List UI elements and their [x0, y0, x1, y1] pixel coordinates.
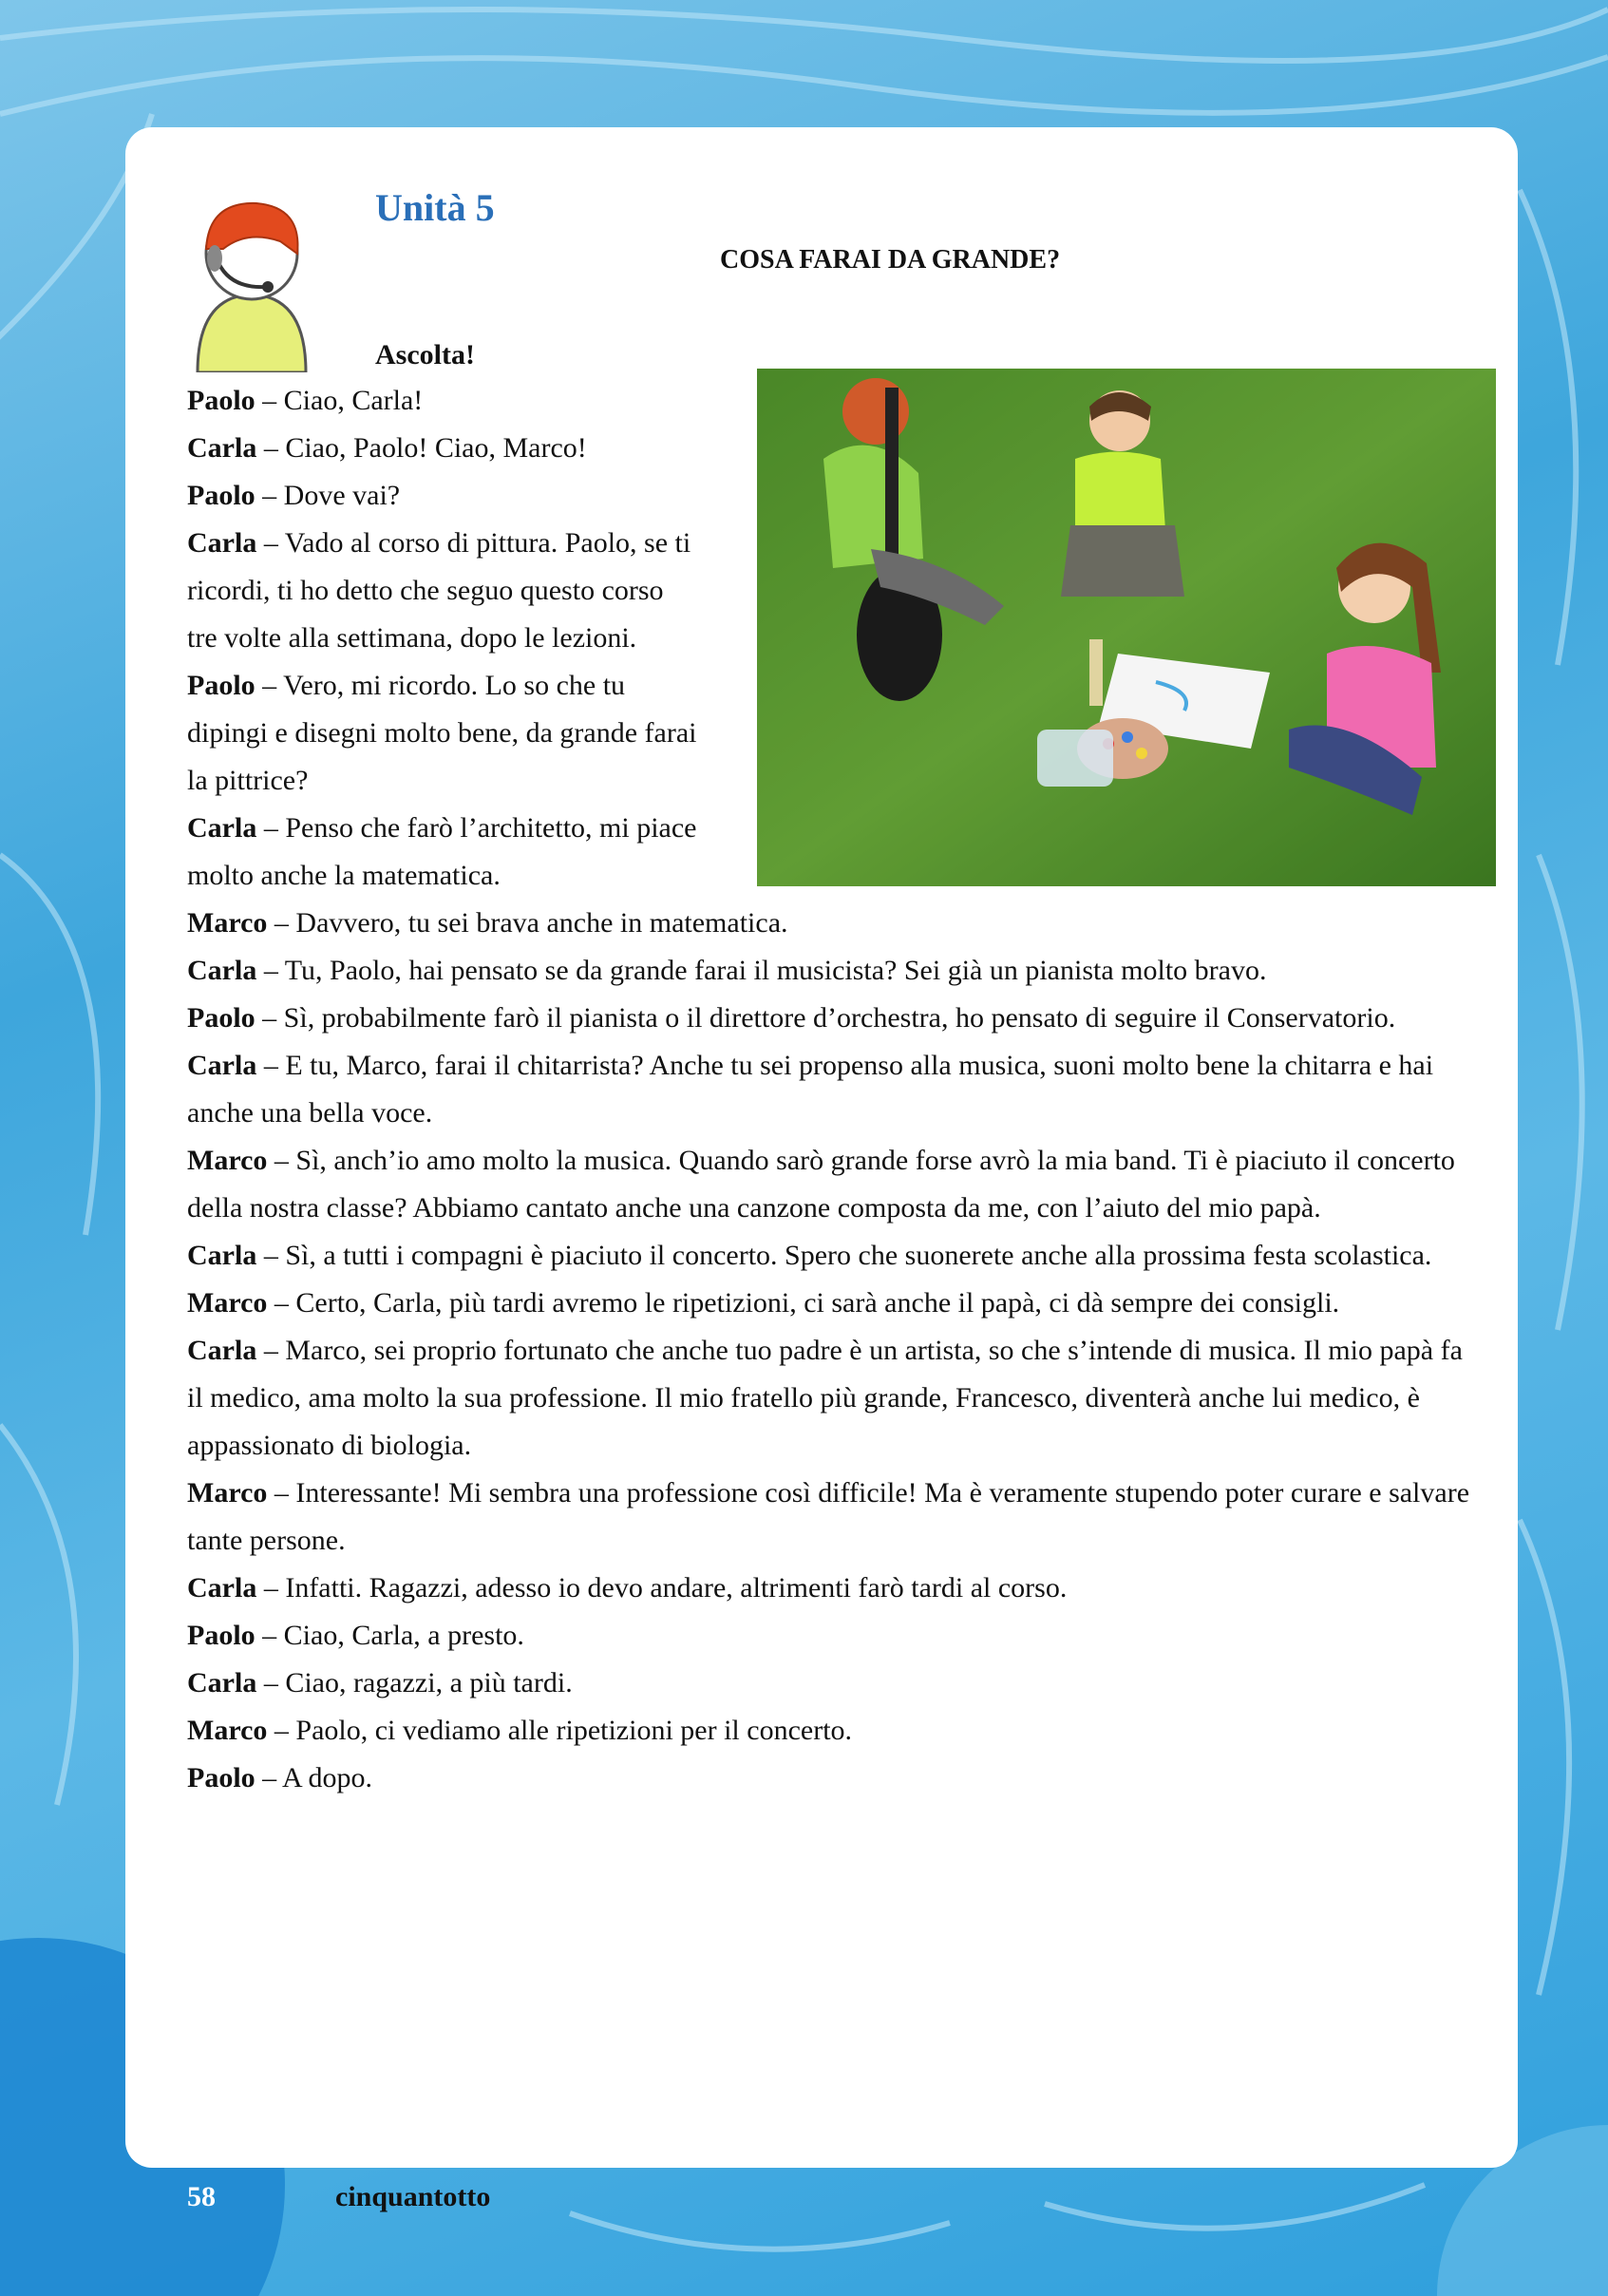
lesson-title: COSA FARAI DA GRANDE? — [720, 245, 1061, 275]
dialogue-line — [187, 995, 1479, 1042]
page-number-word: cinquantotto — [335, 2181, 491, 2212]
dialogue-line — [187, 1565, 1479, 1612]
speaker-name: Paolo — [187, 1620, 255, 1651]
speaker-name: Marco — [187, 1145, 268, 1176]
line-text: – Tu, Paolo, hai pensato se da grande farai il musicista? Sei già un pianista molto bravo. — [256, 955, 1267, 986]
dialogue-line — [187, 1280, 1479, 1327]
dialogue-line — [187, 1232, 1479, 1280]
dialogue-line — [187, 472, 700, 520]
dialogue-line — [187, 1755, 1479, 1802]
dialogue-line — [187, 425, 700, 472]
line-text: – Marco, sei proprio fortunato che anche tuo padre è un artista, so che s’intende di musica. Il mio papà fa il medico, ama molto la sua professione. Il mio fratello più grande, Francesco, diventerà anche lui medico, è appassionato di biologia. — [187, 1335, 1463, 1461]
line-text: – Davvero, tu sei brava anche in matematica. — [267, 907, 788, 939]
dialogue-line — [187, 805, 700, 900]
line-text: – Certo, Carla, più tardi avremo le ripetizioni, ci sarà anche il papà, ci dà sempre dei consigli. — [267, 1287, 1340, 1319]
speaker-name: Carla — [187, 1240, 257, 1271]
speaker-name: Paolo — [187, 1002, 255, 1034]
line-text: – Ciao, Carla! — [255, 385, 424, 416]
speaker-name: Marco — [187, 1287, 268, 1319]
headset-avatar-icon — [190, 182, 313, 372]
line-text: – Sì, anch’io amo molto la musica. Quando sarò grande forse avrò la mia band. Ti è piaciuto il concerto della nostra classe? Abbiamo cantato anche una canzone composta da me, con l’aiuto del mio papà. — [187, 1145, 1455, 1224]
line-text: – Ciao, Paolo! Ciao, Marco! — [256, 432, 587, 464]
speaker-name: Paolo — [187, 1762, 255, 1793]
line-text: – Ciao, Carla, a presto. — [255, 1620, 524, 1651]
dialogue-line — [187, 1707, 1479, 1755]
speaker-name: Carla — [187, 1572, 257, 1603]
dialogue-line — [187, 1327, 1479, 1470]
listen-label: Ascolta! — [375, 339, 475, 370]
line-text: – E tu, Marco, farai il chitarrista? Anche tu sei propenso alla musica, suoni molto bene la chitarra e hai anche una bella voce. — [187, 1050, 1434, 1129]
line-text: – Infatti. Ragazzi, adesso io devo andare, altrimenti farò tardi al corso. — [256, 1572, 1068, 1603]
line-text: – Dove vai? — [255, 480, 401, 511]
line-text: – Sì, probabilmente farò il pianista o il direttore d’orchestra, ho pensato di seguire il Conservatorio. — [255, 1002, 1396, 1034]
line-text: – Paolo, ci vediamo alle ripetizioni per il concerto. — [267, 1715, 853, 1746]
speaker-name: Carla — [187, 812, 257, 844]
speaker-name: Paolo — [187, 385, 255, 416]
speaker-name: Carla — [187, 1667, 257, 1698]
dialogue-line — [187, 900, 1479, 947]
speaker-name: Carla — [187, 527, 257, 559]
speaker-name: Carla — [187, 955, 257, 986]
dialogue-line — [187, 947, 1479, 995]
line-text: – A dopo. — [255, 1762, 373, 1793]
speaker-name: Paolo — [187, 480, 255, 511]
dialogue-line — [187, 1470, 1479, 1565]
dialogue-line — [187, 1612, 1479, 1660]
speaker-name: Marco — [187, 1477, 268, 1509]
line-text: – Penso che farò l’architetto, mi piace molto anche la matematica. — [187, 812, 697, 891]
line-text: – Vero, mi ricordo. Lo so che tu dipingi e disegni molto bene, da grande farai la pittrice? — [187, 670, 697, 796]
dialogue-line — [187, 520, 700, 662]
speaker-name: Carla — [187, 432, 257, 464]
dialogue-line — [187, 662, 700, 805]
line-text: – Vado al corso di pittura. Paolo, se ti ricordi, ti ho detto che seguo questo corso tre volte alla settimana, dopo le lezioni. — [187, 527, 691, 654]
line-text: – Ciao, ragazzi, a più tardi. — [256, 1667, 573, 1698]
speaker-name: Marco — [187, 907, 268, 939]
line-text: – Sì, a tutti i compagni è piaciuto il concerto. Spero che suonerete anche alla prossima festa scolastica. — [256, 1240, 1432, 1271]
dialogue-line — [187, 1042, 1479, 1137]
speaker-name: Paolo — [187, 670, 255, 701]
line-text: – Interessante! Mi sembra una professione così difficile! Ma è veramente stupendo poter curare e salvare tante persone. — [187, 1477, 1470, 1556]
dialogue-line — [187, 1137, 1479, 1232]
dialogue-line — [187, 377, 700, 425]
speaker-name: Carla — [187, 1335, 257, 1366]
dialogue — [187, 377, 1479, 1802]
speaker-name: Carla — [187, 1050, 257, 1081]
speaker-name: Marco — [187, 1715, 268, 1746]
page-number: 58 — [187, 2181, 216, 2212]
unit-title: Unità 5 — [375, 186, 495, 229]
dialogue-line — [187, 1660, 1479, 1707]
